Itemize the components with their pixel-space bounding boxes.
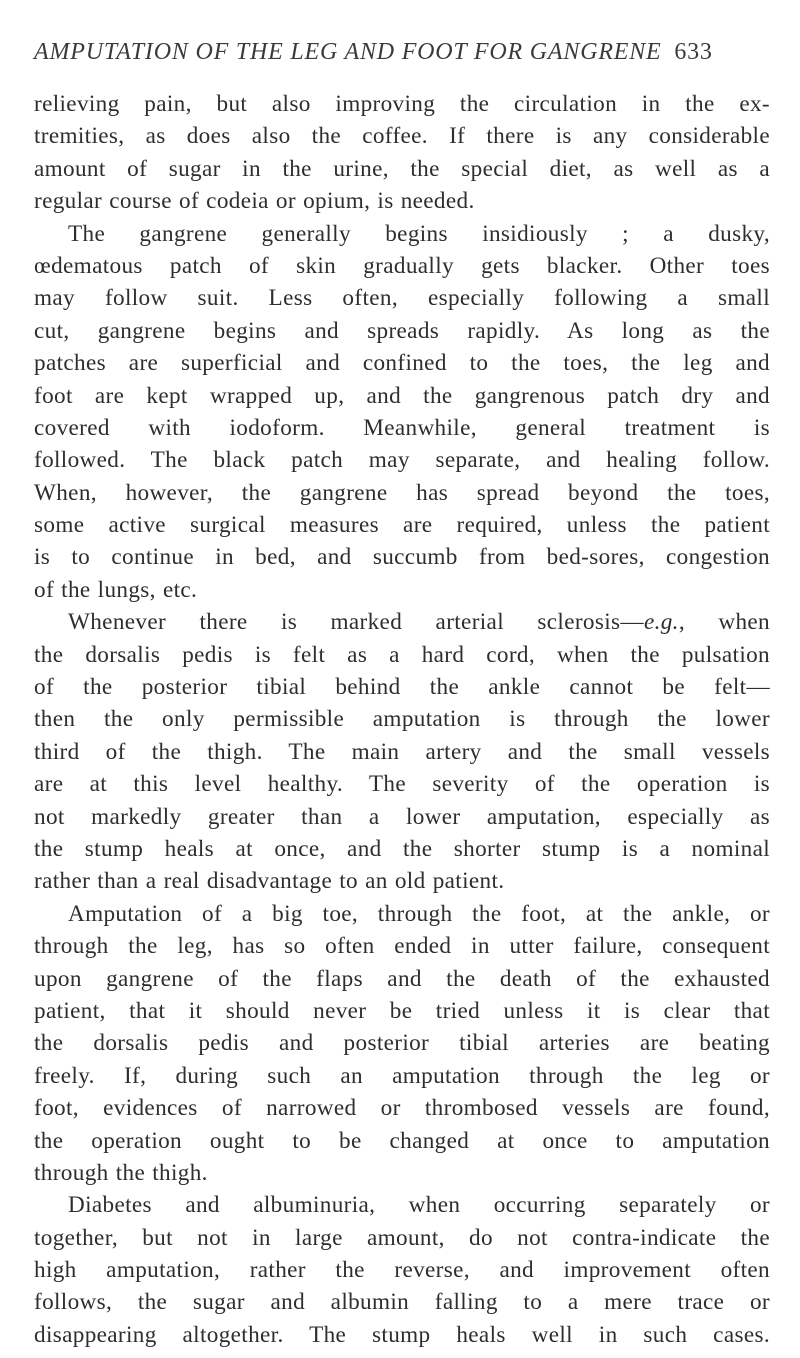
text-line: upon gangrene of the flaps and the death of the exhausted xyxy=(34,965,770,992)
text-line: through the leg, has so often ended in utter failure, consequent xyxy=(34,933,770,960)
paragraph-3 xyxy=(34,606,770,898)
text-line: tremities, as does also the coffee. If there is any considerable xyxy=(34,123,770,150)
text-line: the stump heals at once, and the shorter stump is a nominal xyxy=(34,835,770,862)
text-line: are at this level healthy. The severity of the operation is xyxy=(34,771,770,798)
text-line: disappearing altogether. The stump heals well in such cases. xyxy=(34,1321,770,1348)
running-head xyxy=(34,36,770,68)
body-text xyxy=(34,88,770,1351)
text-line: covered with iodoform. Meanwhile, general treatment is xyxy=(34,414,770,441)
text-line xyxy=(34,606,770,638)
text-line: may follow suit. Less often, especially following a small xyxy=(34,285,770,312)
text-line: cut, gangrene begins and spreads rapidly. As long as the xyxy=(34,317,770,344)
text-line: regular course of codeia or opium, is needed. xyxy=(34,188,475,215)
text-line: the operation ought to be changed at once to amputation xyxy=(34,1127,770,1154)
text-line: freely. If, during such an amputation through the leg or xyxy=(34,1062,770,1089)
text-line: of the posterior tibial behind the ankle cannot be felt— xyxy=(34,674,770,701)
text-line: When, however, the gangrene has spread beyond the toes, xyxy=(34,479,770,506)
text-line: together, but not in large amount, do not contra-indicate the xyxy=(34,1224,770,1251)
text-line: relieving pain, but also improving the circulation in the ex- xyxy=(34,91,770,117)
paragraph-1 xyxy=(34,88,770,218)
text-line: rather than a real disadvantage to an old patient. xyxy=(34,868,505,895)
text-line: The gangrene generally begins insidiously ; a dusky, xyxy=(68,220,770,247)
text-line: the dorsalis pedis is felt as a hard cord, when the pulsation xyxy=(34,641,770,668)
text-line: third of the thigh. The main artery and the small vessels xyxy=(34,738,770,765)
text-line: patches are superficial and confined to the toes, the leg and xyxy=(34,350,770,377)
italic-abbreviation: e.g. xyxy=(643,609,679,636)
text-fragment: , when xyxy=(678,609,770,636)
paragraph-5 xyxy=(34,1189,770,1351)
text-line: of the lungs, etc. xyxy=(34,576,198,603)
text-line: the dorsalis pedis and posterior tibial arteries are beating xyxy=(34,1030,770,1057)
text-line: is to continue in bed, and succumb from bed-sores, congestion xyxy=(34,544,770,571)
text-line: high amputation, rather the reverse, and improvement often xyxy=(34,1257,770,1284)
text-line: œdematous patch of skin gradually gets blacker. Other toes xyxy=(34,252,770,279)
page-number: 633 xyxy=(674,39,713,65)
text-line: followed. The black patch may separate, and healing follow. xyxy=(34,447,770,474)
text-line: amount of sugar in the urine, the special diet, as well as a xyxy=(34,155,770,182)
paragraph-2 xyxy=(34,218,770,607)
text-fragment: Whenever there is marked arterial sclerosis— xyxy=(68,609,644,636)
running-head-title: AMPUTATION OF THE LEG AND FOOT FOR GANGRENE xyxy=(34,39,662,65)
text-line: foot are kept wrapped up, and the gangrenous patch dry and xyxy=(34,382,770,409)
text-line: Amputation of a big toe, through the foot, at the ankle, or xyxy=(68,900,770,927)
text-line: foot, evidences of narrowed or thrombosed vessels are found, xyxy=(34,1095,770,1122)
text-line: follows, the sugar and albumin falling to a mere trace or xyxy=(34,1289,770,1316)
text-line: not markedly greater than a lower amputation, especially as xyxy=(34,803,770,830)
text-line: some active surgical measures are required, unless the patient xyxy=(34,512,770,539)
text-line: then the only permissible amputation is through the lower xyxy=(34,706,770,733)
text-line: patient, that it should never be tried unless it is clear that xyxy=(34,997,770,1024)
paragraph-4 xyxy=(34,898,770,1190)
text-line: Diabetes and albuminuria, when occurring separately or xyxy=(68,1192,770,1219)
text-line: through the thigh. xyxy=(34,1159,208,1186)
